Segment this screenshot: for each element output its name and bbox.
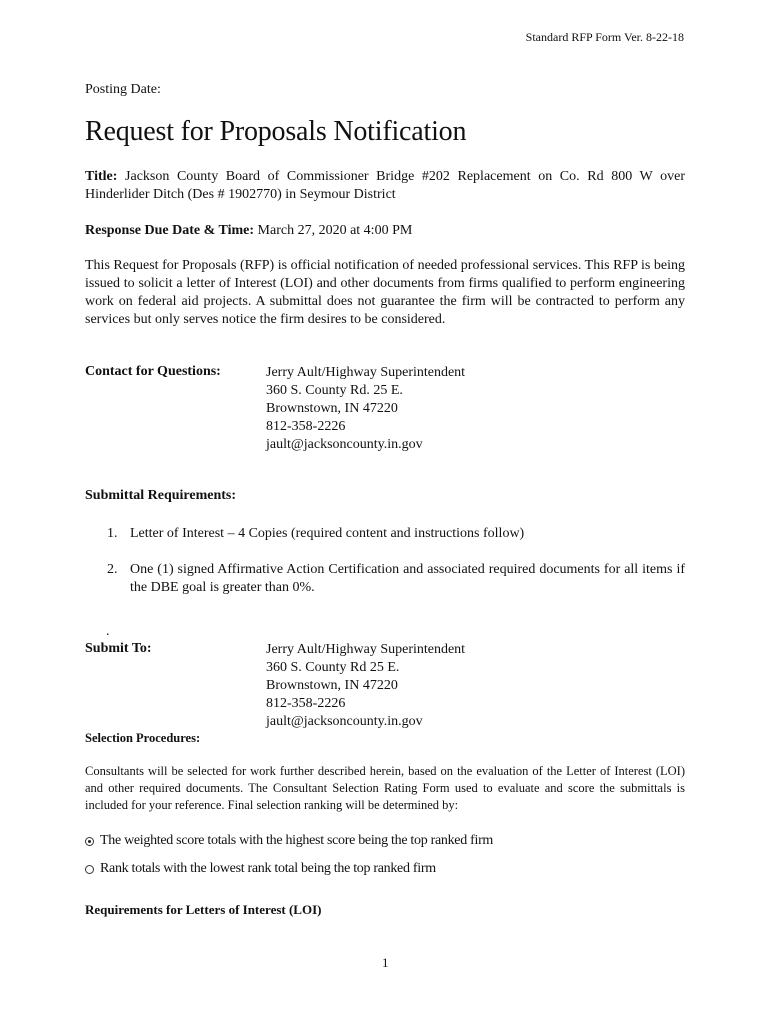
contact-street: 360 S. County Rd. 25 E. (266, 383, 403, 398)
title-label: Title: (85, 169, 118, 184)
intro-paragraph: This Request for Proposals (RFP) is official notification of needed professional services. This RFP is being issued to solicit a letter of Interest (LOI) and other documents from firms qualified to perform engineering work on federal aid projects. A submittal does not guarantee the firm will be contracted to perform any services but only serves notice the firm desires to be considered. (85, 258, 685, 327)
submittal-label: Submittal Requirements: (85, 488, 237, 503)
contact-email: jault@jacksoncounty.in.gov (266, 437, 423, 452)
contact-phone: 812-358-2226 (266, 419, 346, 434)
submit-phone: 812-358-2226 (266, 696, 346, 711)
title-text: Jackson County Board of Commissioner Bridge #202 Replacement on Co. Rd 800 W over Hinderlider Ditch (Des # 1902770) in Seymour District (85, 169, 686, 202)
contact-label: Contact for Questions: (85, 364, 221, 379)
response-due-label: Response Due Date & Time: (85, 223, 255, 238)
page-title: Request for Proposals Notification (85, 116, 467, 147)
ranking-option-rank-totals[interactable] (85, 861, 436, 877)
contact-city: Brownstown, IN 47220 (266, 401, 398, 416)
contact-name: Jerry Ault/Highway Superintendent (266, 365, 466, 380)
radio-selected-icon[interactable] (85, 837, 94, 846)
submit-to-label: Submit To: (85, 641, 152, 656)
page-number: 1 (382, 955, 389, 970)
submit-address (266, 641, 465, 731)
selection-procedures-label: Selection Procedures: (85, 731, 201, 745)
ranking-option-label: The weighted score totals with the highest score being the top ranked firm (100, 833, 494, 848)
submit-name: Jerry Ault/Highway Superintendent (266, 642, 466, 657)
response-due (85, 222, 685, 240)
list-item-number: 1. (107, 526, 118, 541)
list-item-text: One (1) signed Affirmative Action Certification and associated required documents for all items if the DBE goal is greater than 0%. (130, 562, 685, 595)
selection-paragraph: Consultants will be selected for work further described herein, based on the evaluation of the Letter of Interest (LOI) and other required documents. The Consultant Selection Rating Form used to evaluate and score the submittals is included for your reference. Final selection ranking will be determined by: (85, 764, 685, 812)
list-item (85, 561, 685, 597)
list-item (85, 525, 685, 543)
posting-date-label: Posting Date: (85, 82, 161, 97)
loi-requirements-heading: Requirements for Letters of Interest (LOI) (85, 902, 322, 917)
rfp-title (85, 168, 685, 204)
submit-street: 360 S. County Rd 25 E. (266, 660, 400, 675)
form-version-header: Standard RFP Form Ver. 8-22-18 (525, 30, 684, 44)
list-item-number: 2. (107, 562, 118, 577)
submit-city: Brownstown, IN 47220 (266, 678, 398, 693)
submit-email: jault@jacksoncounty.in.gov (266, 714, 423, 729)
response-due-value: March 27, 2020 at 4:00 PM (257, 223, 413, 238)
ranking-option-label: Rank totals with the lowest rank total being the top ranked firm (100, 861, 436, 876)
list-item-text: Letter of Interest – 4 Copies (required content and instructions follow) (130, 526, 525, 541)
contact-address (266, 364, 465, 454)
stray-mark: . (106, 624, 110, 639)
ranking-option-weighted[interactable] (85, 833, 493, 849)
radio-unselected-icon[interactable] (85, 865, 94, 874)
